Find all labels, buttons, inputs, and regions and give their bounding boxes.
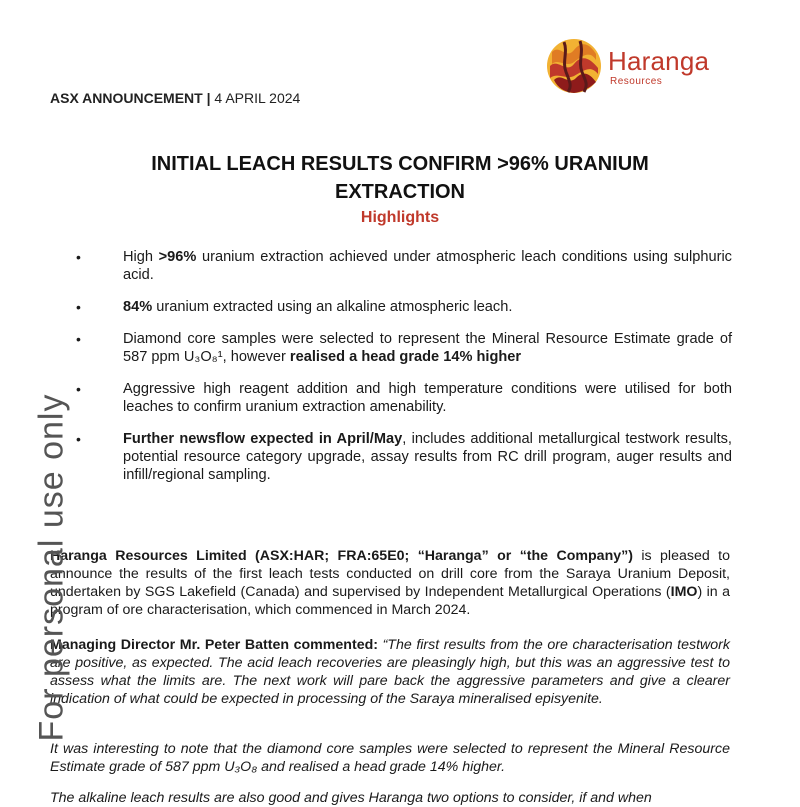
highlight-item: • Aggressive high reagent addition and high temperature conditions were utilised for both leaches to confirm uranium extraction amenability. <box>76 381 732 415</box>
alkaline-paragraph: The alkaline leach results are also good and gives Haranga two options to consider, if and when <box>50 790 652 806</box>
announcement-label: ASX ANNOUNCEMENT <box>50 90 203 106</box>
bullet-icon: • <box>76 431 81 447</box>
title-line-2: EXTRACTION <box>335 181 465 203</box>
logo-subtitle: Resources <box>610 76 663 87</box>
highlight-item: • Further newsflow expected in April/May, includes additional metallurgical testwork results, potential resource category upgrade, assay results from RC drill program, auger results and infill/regional sampling. <box>76 431 732 483</box>
document-title <box>100 150 700 206</box>
company-logo <box>546 38 716 90</box>
highlights-heading: Highlights <box>360 209 440 226</box>
highlight-item: • Diamond core samples were selected to represent the Mineral Resource Estimate grade of 587 ppm U₃O₈¹, however realised a head grade 14% higher <box>76 331 732 365</box>
md-comment-paragraph: Managing Director Mr. Peter Batten commented: “The first results from the ore characterisation testwork are positive, as expected. The acid leach recoveries are pleasingly high, but this was an aggressive test to assess what the limits are. The next work will pare back the aggressive parameters and give a clearer indication of what could be expected in processing of the Saraya mineralised episyenite. <box>50 637 731 707</box>
bullet-icon: • <box>76 331 81 347</box>
grade-paragraph: It was interesting to note that the diamond core samples were selected to represent the Mineral Resource Estimate grade of 587 ppm U₃O₈ and realised a head grade 14% higher. <box>50 741 730 775</box>
personal-use-watermark: For personal use only <box>32 393 71 742</box>
bullet-icon: • <box>76 381 81 397</box>
logo-name: Haranga <box>608 46 710 76</box>
bullet-icon: • <box>76 249 81 265</box>
announcement-header <box>50 90 300 106</box>
header-separator: | <box>206 90 211 106</box>
haranga-logo-icon <box>546 38 602 94</box>
highlights-list <box>76 248 732 498</box>
highlight-item: • 84% uranium extracted using an alkaline atmospheric leach. <box>76 299 513 315</box>
intro-paragraph: Haranga Resources Limited (ASX:HAR; FRA:65E0; “Haranga” or “the Company”) is pleased to announce the results of the first leach tests conducted on drill core from the Saraya Uranium Deposit, undertaken by SGS Lakefield (Canada) and supervised by Independent Metallurgical Operations (IMO) in a program of ore characterisation, which commenced in March 2024. <box>50 548 730 618</box>
highlight-item: • High >96% uranium extraction achieved under atmospheric leach conditions using sulphuric acid. <box>76 249 732 283</box>
title-line-1: INITIAL LEACH RESULTS CONFIRM >96% URANIUM <box>151 153 649 175</box>
bullet-icon: • <box>76 299 81 315</box>
announcement-date: 4 APRIL 2024 <box>214 90 301 106</box>
